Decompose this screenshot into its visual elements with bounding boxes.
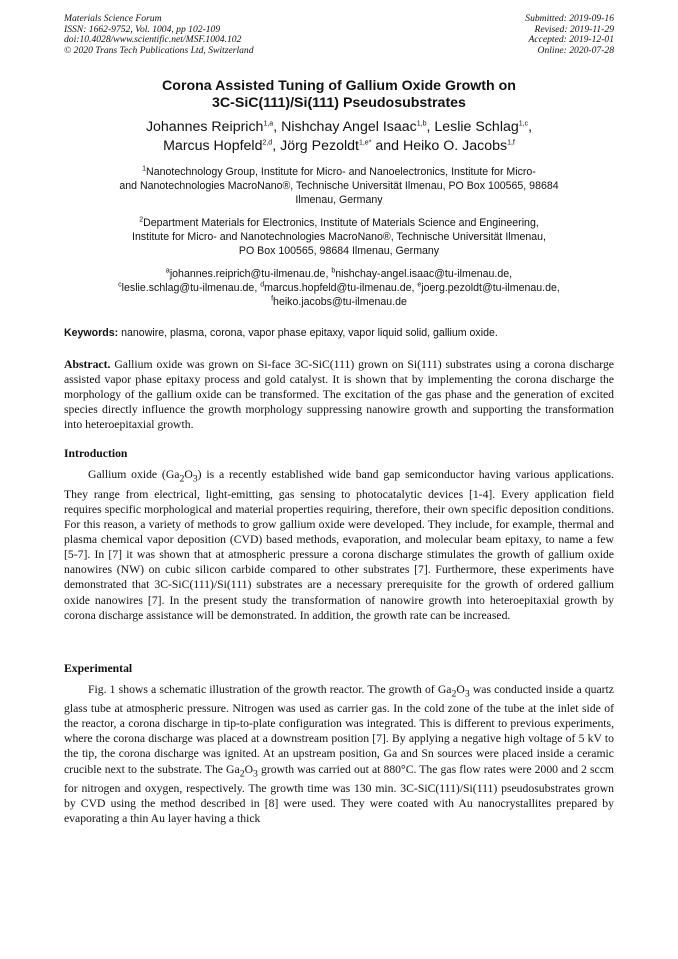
subscript: 3 <box>253 767 258 779</box>
author-separator: , <box>272 138 281 154</box>
subscript: 2 <box>179 473 185 485</box>
email-mark: f <box>271 295 274 303</box>
keywords-label: Keywords: <box>64 327 119 339</box>
email-link[interactable]: leslie.schlag@tu-ilmenau.de <box>121 282 255 294</box>
section-heading-experimental: Experimental <box>64 661 133 675</box>
email-mark: d <box>260 281 265 289</box>
author-affiliation-mark: 1,c <box>518 120 529 128</box>
subscript: 2 <box>451 688 457 700</box>
keywords-text: nanowire, plasma, corona, vapor phase epitaxy, vapor liquid solid, gallium oxide. <box>121 327 498 339</box>
introduction-paragraph <box>64 467 614 622</box>
email-link[interactable]: heiko.jacobs@tu-ilmenau.de <box>273 296 407 308</box>
abstract <box>64 357 614 432</box>
author-name: Johannes Reiprich <box>145 119 264 135</box>
author-name: Leslie Schlag <box>434 119 519 135</box>
affiliation-line: PO Box 100565, 98684 Ilmenau, Germany <box>238 245 440 257</box>
online-date: Online: 2020-07-28 <box>537 44 614 56</box>
text-run: Gallium oxide (Ga <box>88 468 180 482</box>
affiliation-1 <box>64 165 614 207</box>
publication-dates <box>525 14 614 56</box>
author-separator: , <box>426 119 435 135</box>
subscript: 3 <box>192 473 198 485</box>
affiliation-line: Nanotechnology Group, Institute for Micro- and Nanoelectronics, Institute for Micro- <box>146 166 536 178</box>
email-link[interactable]: nishchay-angel.isaac@tu-ilmenau.de <box>335 268 510 280</box>
keywords <box>64 326 614 340</box>
author-name: Marcus Hopfeld <box>163 138 263 154</box>
paper-title <box>64 78 614 112</box>
doi-line: doi:10.4028/www.scientific.net/MSF.1004.102 <box>64 34 242 45</box>
abstract-text: Gallium oxide was grown on Si-face 3C-SiC(111) grown on Si(111) substrates using a corona discharge assisted vapor phase epitaxy process and gold catalyst. It is shown that by implementing the corona discharge the morphology of the gallium oxide can be transformed. The excitation of the gas phase and the generation of excited species directly influence the growth morphology suppressing nanowire growth and supporting the transformation into heteroepitaxial growth. <box>64 358 614 432</box>
author-emails: $^a$johannes.reiprich@tu-ilmenau.de, $^b$nishchay-angel.isaac@tu-ilmenau.de, $^c$leslie.schlag@tu-ilmenau.de, $^d$marcus.hopfeld@tu-ilmenau.de, $^e$joerg.pezoldt@tu-ilmenau.de, $^f$heiko.jacobs@tu-ilmenau.de <box>118 267 560 308</box>
affiliation-line: Department Materials for Electronics, Institute of Materials Science and Engineering, <box>143 217 539 229</box>
copyright-line: © 2020 Trans Tech Publications Ltd, Switzerland <box>64 44 254 56</box>
affiliation-line: and Nanotechnologies MacroNano®, Technische Universität Ilmenau, PO Box 100565, 98684 <box>119 180 559 192</box>
author-affiliation-mark: 1,e* <box>358 139 372 147</box>
affiliation-2 <box>64 216 614 258</box>
author-separator: , <box>528 119 533 135</box>
text-run: was conducted inside a quartz glass tube at atmospheric pressure. Nitrogen was used as carrier gas. In the cold zone of the tube at the inlet side of the reactor, a corona discharge in tip-to-plate configuration was integrated. This is different to previous experiments, where the corona discharge was placed at a downstream position [7]. By applying a negative high voltage of 5 kV to the tip, the corona discharge was ignited. At an upstream position, Ga and Sn sources were placed inside a ceramic crucible next to the substrate. The Ga <box>64 682 614 776</box>
author-affiliation-mark: 2,d <box>262 139 273 147</box>
text-run: growth was carried out at 880°C. The gas flow rates were 2000 and 2 sccm for nitrogen and oxygen, respectively. The growth time was 130 min. 3C-SiC(111)/Si(111) pseudosubstrates grown by CVD using the method described in [8] were used. They were coated with Au nanocrystallites prepared by evaporating a thin Au layer having a thick <box>64 762 614 826</box>
journal-header <box>64 14 614 56</box>
accepted-date: Accepted: 2019-12-01 <box>528 34 614 45</box>
author-affiliation-mark: 1,b <box>416 120 427 128</box>
email-mark: b <box>331 267 336 275</box>
text-run: O <box>456 682 465 696</box>
subscript: 3 <box>464 688 470 700</box>
experimental-paragraph <box>64 682 614 827</box>
journal-name: Materials Science Forum <box>64 13 162 24</box>
title-line-2: 3C-SiC(111)/Si(111) Pseudosubstrates <box>212 95 466 111</box>
email-mark: a <box>165 267 170 275</box>
revised-date: Revised: 2019-11-29 <box>534 23 614 35</box>
submitted-date: Submitted: 2019-09-16 <box>525 13 614 24</box>
affiliation-mark: 2 <box>139 216 144 224</box>
email-link[interactable]: joerg.pezoldt@tu-ilmenau.de <box>421 282 557 294</box>
affiliation-line: Ilmenau, Germany <box>295 194 383 206</box>
text-run: Fig. 1 shows a schematic illustration of the growth reactor. The growth of Ga <box>88 682 452 696</box>
author-name: Heiko O. Jacobs <box>403 138 508 154</box>
affiliation-line: Institute for Micro- and Nanotechnologies MacroNano®, Technische Universität Ilmenau, <box>132 231 546 243</box>
author-separator: and <box>371 138 403 154</box>
author-affiliation-mark: 1,a <box>263 120 274 128</box>
author-name: Jörg Pezoldt <box>280 138 359 154</box>
author-affiliation-mark: 1,f <box>507 139 515 147</box>
text-run: O <box>184 468 193 482</box>
email-mark: e <box>417 281 422 289</box>
title-line-1: Corona Assisted Tuning of Gallium Oxide Growth on <box>162 78 516 94</box>
affiliation-mark: 1 <box>142 165 147 173</box>
email-link[interactable]: johannes.reiprich@tu-ilmenau.de <box>169 268 326 280</box>
author-list <box>64 118 614 156</box>
email-mark: c <box>118 281 122 289</box>
author-separator: , <box>273 119 282 135</box>
text-run: O <box>244 762 254 776</box>
subscript: 2 <box>239 767 245 779</box>
author-name: Nishchay Angel Isaac <box>281 119 417 135</box>
text-run: ) is a recently established wide band gap semiconductor having various applications. They range from electrical, light-emitting, gas sensing to photocatalytic devices [1-4]. Every application field requires specific morphological and material properties requiring, therefore, their own specific deposition conditions. For this reason, a variety of methods to grow gallium oxide were developed. They include, for example, thermal and plasma chemical vapor deposition (CVD) based methods, evaporation, and molecular beam epitaxy, to name a few [5-7]. In [7] it was shown that at atmospheric pressure a corona discharge stimulates the growth of gallium oxide nanowires (NW) on cubic silicon carbide compared to other substrates [7]. Furthermore, these experiments have demonstrated that 3C-SiC(111)/Si(111) substrates are a necessary prerequisite for the growth of ordered gallium oxide nanowires [7]. In the present study the transformation of nanowire growth into heteroepitaxial growth by corona discharge assistance will be demonstrated. In addition, the growth rate can be increased. <box>64 468 614 622</box>
section-heading-introduction: Introduction <box>64 447 128 461</box>
issn-line: ISSN: 1662-9752, Vol. 1004, pp 102-109 <box>64 23 221 35</box>
abstract-label: Abstract. <box>64 358 111 371</box>
email-link[interactable]: marcus.hopfeld@tu-ilmenau.de <box>264 282 412 294</box>
journal-info <box>64 14 254 56</box>
